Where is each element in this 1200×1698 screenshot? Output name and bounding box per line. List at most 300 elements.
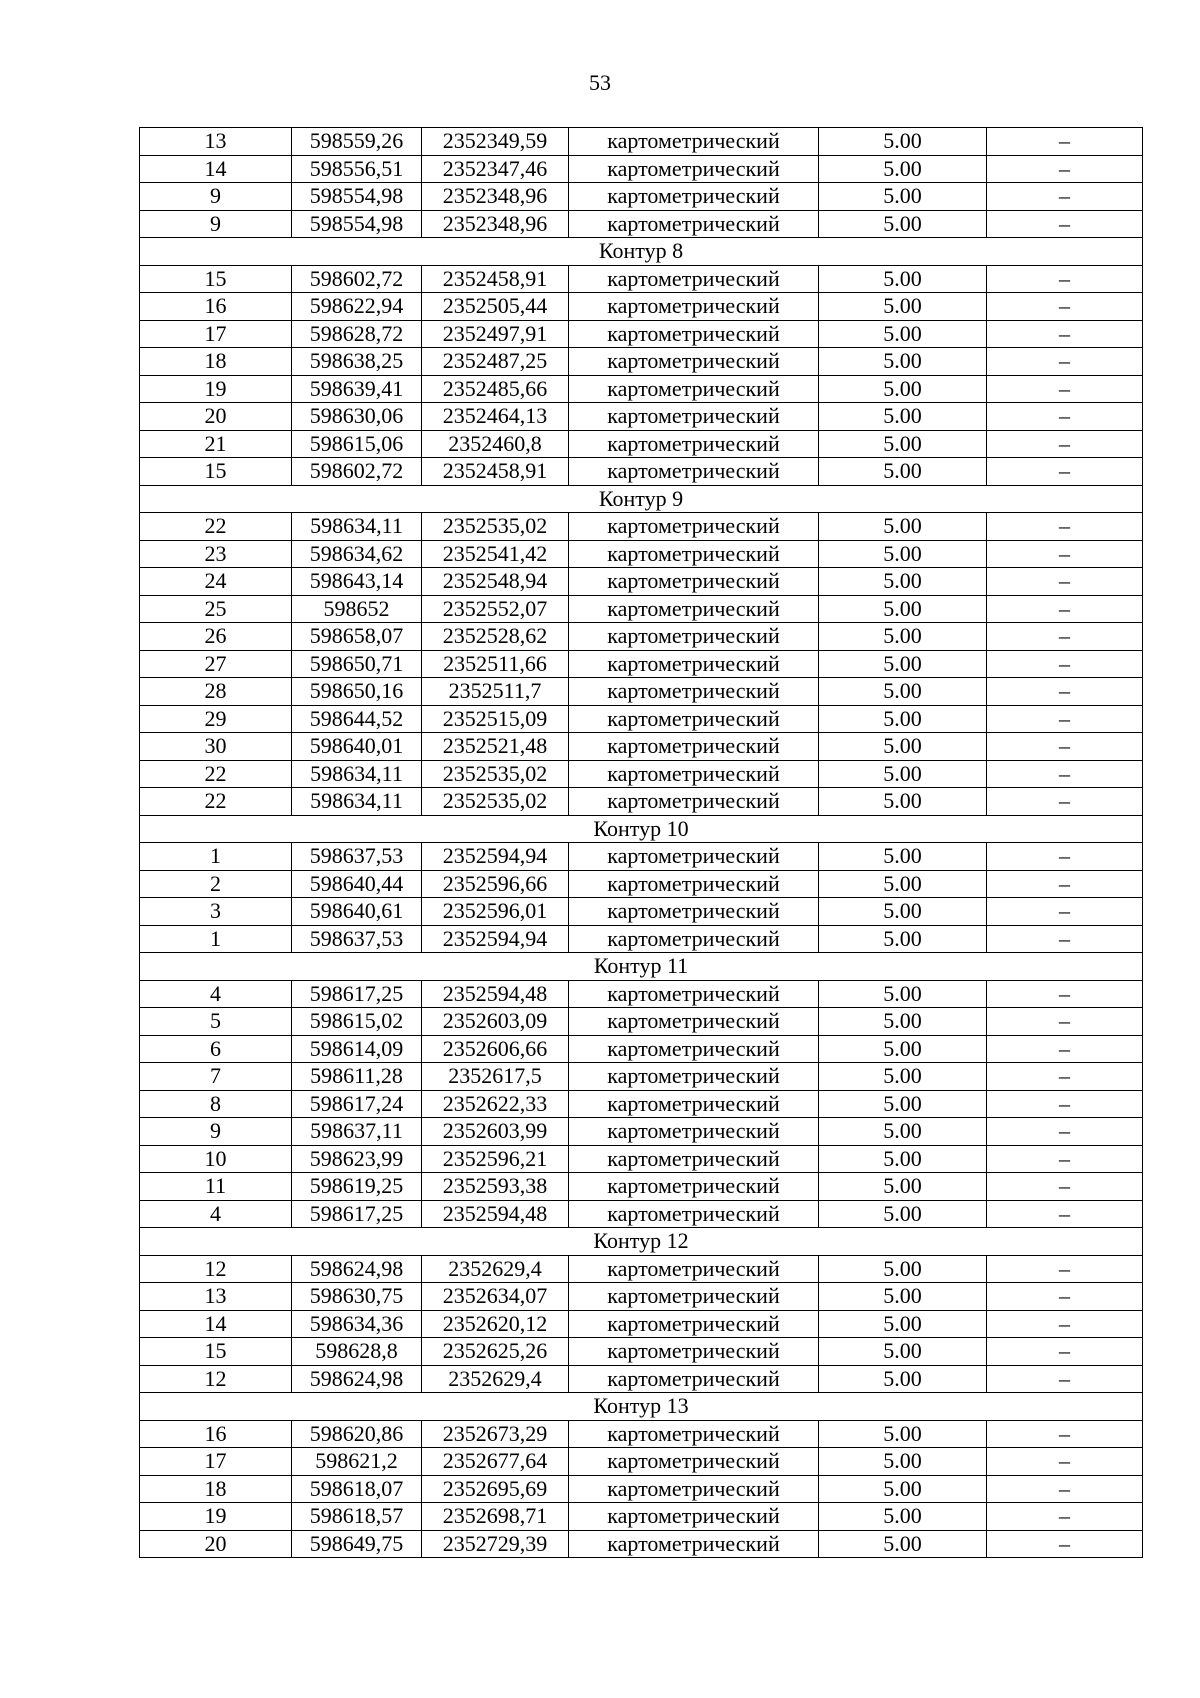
- accuracy-cell: 5.00: [819, 1200, 987, 1228]
- x-coordinate-cell: 598611,28: [292, 1063, 422, 1091]
- note-cell: –: [987, 128, 1143, 156]
- note-cell: –: [987, 678, 1143, 706]
- point-number-cell: 14: [140, 155, 292, 183]
- method-cell: картометрический: [569, 623, 819, 651]
- accuracy-cell: 5.00: [819, 265, 987, 293]
- note-cell: –: [987, 1008, 1143, 1036]
- contour-label: Контур 10: [140, 815, 1143, 843]
- note-cell: –: [987, 1063, 1143, 1091]
- note-cell: –: [987, 788, 1143, 816]
- x-coordinate-cell: 598644,52: [292, 705, 422, 733]
- y-coordinate-cell: 2352594,48: [422, 1200, 569, 1228]
- y-coordinate-cell: 2352347,46: [422, 155, 569, 183]
- note-cell: –: [987, 1365, 1143, 1393]
- note-cell: –: [987, 650, 1143, 678]
- y-coordinate-cell: 2352460,8: [422, 430, 569, 458]
- y-coordinate-cell: 2352634,07: [422, 1283, 569, 1311]
- point-number-cell: 28: [140, 678, 292, 706]
- method-cell: картометрический: [569, 925, 819, 953]
- point-number-cell: 20: [140, 403, 292, 431]
- accuracy-cell: 5.00: [819, 320, 987, 348]
- note-cell: –: [987, 925, 1143, 953]
- note-cell: –: [987, 1310, 1143, 1338]
- y-coordinate-cell: 2352548,94: [422, 568, 569, 596]
- x-coordinate-cell: 598614,09: [292, 1035, 422, 1063]
- table-row: [140, 788, 1143, 816]
- y-coordinate-cell: 2352535,02: [422, 760, 569, 788]
- accuracy-cell: 5.00: [819, 1338, 987, 1366]
- x-coordinate-cell: 598559,26: [292, 128, 422, 156]
- note-cell: –: [987, 1173, 1143, 1201]
- method-cell: картометрический: [569, 1310, 819, 1338]
- table-row: [140, 623, 1143, 651]
- method-cell: картометрический: [569, 513, 819, 541]
- table-row: [140, 540, 1143, 568]
- accuracy-cell: 5.00: [819, 1503, 987, 1531]
- table-row: [140, 1448, 1143, 1476]
- point-number-cell: 22: [140, 760, 292, 788]
- note-cell: –: [987, 1283, 1143, 1311]
- table-row: [140, 430, 1143, 458]
- method-cell: картометрический: [569, 210, 819, 238]
- point-number-cell: 15: [140, 1338, 292, 1366]
- point-number-cell: 6: [140, 1035, 292, 1063]
- x-coordinate-cell: 598650,16: [292, 678, 422, 706]
- coordinates-table-body: [140, 128, 1143, 1558]
- point-number-cell: 22: [140, 513, 292, 541]
- y-coordinate-cell: 2352464,13: [422, 403, 569, 431]
- contour-label: Контур 13: [140, 1393, 1143, 1421]
- point-number-cell: 15: [140, 265, 292, 293]
- table-row: [140, 513, 1143, 541]
- y-coordinate-cell: 2352729,39: [422, 1530, 569, 1558]
- note-cell: –: [987, 1145, 1143, 1173]
- method-cell: картометрический: [569, 788, 819, 816]
- accuracy-cell: 5.00: [819, 430, 987, 458]
- y-coordinate-cell: 2352535,02: [422, 513, 569, 541]
- table-row: [140, 210, 1143, 238]
- point-number-cell: 18: [140, 1475, 292, 1503]
- point-number-cell: 17: [140, 320, 292, 348]
- point-number-cell: 1: [140, 925, 292, 953]
- table-row: [140, 1173, 1143, 1201]
- x-coordinate-cell: 598619,25: [292, 1173, 422, 1201]
- point-number-cell: 9: [140, 210, 292, 238]
- method-cell: картометрический: [569, 128, 819, 156]
- y-coordinate-cell: 2352594,94: [422, 843, 569, 871]
- table-row: [140, 265, 1143, 293]
- x-coordinate-cell: 598638,25: [292, 348, 422, 376]
- method-cell: картометрический: [569, 1283, 819, 1311]
- point-number-cell: 29: [140, 705, 292, 733]
- x-coordinate-cell: 598643,14: [292, 568, 422, 596]
- contour-label: Контур 12: [140, 1228, 1143, 1256]
- accuracy-cell: 5.00: [819, 1063, 987, 1091]
- method-cell: картометрический: [569, 1008, 819, 1036]
- accuracy-cell: 5.00: [819, 403, 987, 431]
- point-number-cell: 16: [140, 293, 292, 321]
- contour-label: Контур 9: [140, 485, 1143, 513]
- accuracy-cell: 5.00: [819, 595, 987, 623]
- method-cell: картометрический: [569, 348, 819, 376]
- x-coordinate-cell: 598620,86: [292, 1420, 422, 1448]
- note-cell: –: [987, 623, 1143, 651]
- accuracy-cell: 5.00: [819, 1310, 987, 1338]
- table-row: [140, 1338, 1143, 1366]
- accuracy-cell: 5.00: [819, 1118, 987, 1146]
- accuracy-cell: 5.00: [819, 898, 987, 926]
- contour-header-row: [140, 953, 1143, 981]
- accuracy-cell: 5.00: [819, 1035, 987, 1063]
- point-number-cell: 5: [140, 1008, 292, 1036]
- accuracy-cell: 5.00: [819, 458, 987, 486]
- table-row: [140, 843, 1143, 871]
- x-coordinate-cell: 598602,72: [292, 458, 422, 486]
- x-coordinate-cell: 598630,75: [292, 1283, 422, 1311]
- note-cell: –: [987, 595, 1143, 623]
- y-coordinate-cell: 2352620,12: [422, 1310, 569, 1338]
- accuracy-cell: 5.00: [819, 513, 987, 541]
- point-number-cell: 21: [140, 430, 292, 458]
- table-row: [140, 128, 1143, 156]
- method-cell: картометрический: [569, 760, 819, 788]
- table-row: [140, 183, 1143, 211]
- accuracy-cell: 5.00: [819, 1173, 987, 1201]
- y-coordinate-cell: 2352603,99: [422, 1118, 569, 1146]
- x-coordinate-cell: 598615,06: [292, 430, 422, 458]
- note-cell: –: [987, 348, 1143, 376]
- table-row: [140, 1530, 1143, 1558]
- table-row: [140, 925, 1143, 953]
- point-number-cell: 13: [140, 1283, 292, 1311]
- point-number-cell: 1: [140, 843, 292, 871]
- note-cell: –: [987, 265, 1143, 293]
- note-cell: –: [987, 293, 1143, 321]
- point-number-cell: 12: [140, 1365, 292, 1393]
- accuracy-cell: 5.00: [819, 1530, 987, 1558]
- note-cell: –: [987, 320, 1143, 348]
- table-row: [140, 595, 1143, 623]
- y-coordinate-cell: 2352348,96: [422, 210, 569, 238]
- note-cell: –: [987, 183, 1143, 211]
- y-coordinate-cell: 2352695,69: [422, 1475, 569, 1503]
- method-cell: картометрический: [569, 293, 819, 321]
- contour-label: Контур 11: [140, 953, 1143, 981]
- point-number-cell: 9: [140, 1118, 292, 1146]
- point-number-cell: 11: [140, 1173, 292, 1201]
- table-row: [140, 568, 1143, 596]
- table-row: [140, 898, 1143, 926]
- y-coordinate-cell: 2352594,94: [422, 925, 569, 953]
- x-coordinate-cell: 598617,25: [292, 1200, 422, 1228]
- y-coordinate-cell: 2352629,4: [422, 1365, 569, 1393]
- note-cell: –: [987, 1200, 1143, 1228]
- y-coordinate-cell: 2352511,7: [422, 678, 569, 706]
- note-cell: –: [987, 1090, 1143, 1118]
- x-coordinate-cell: 598622,94: [292, 293, 422, 321]
- y-coordinate-cell: 2352521,48: [422, 733, 569, 761]
- y-coordinate-cell: 2352625,26: [422, 1338, 569, 1366]
- method-cell: картометрический: [569, 430, 819, 458]
- method-cell: картометрический: [569, 1475, 819, 1503]
- x-coordinate-cell: 598640,01: [292, 733, 422, 761]
- note-cell: –: [987, 1118, 1143, 1146]
- accuracy-cell: 5.00: [819, 540, 987, 568]
- y-coordinate-cell: 2352596,01: [422, 898, 569, 926]
- method-cell: картометрический: [569, 595, 819, 623]
- accuracy-cell: 5.00: [819, 1420, 987, 1448]
- method-cell: картометрический: [569, 678, 819, 706]
- accuracy-cell: 5.00: [819, 1448, 987, 1476]
- y-coordinate-cell: 2352606,66: [422, 1035, 569, 1063]
- y-coordinate-cell: 2352596,21: [422, 1145, 569, 1173]
- note-cell: –: [987, 898, 1143, 926]
- x-coordinate-cell: 598556,51: [292, 155, 422, 183]
- note-cell: –: [987, 1448, 1143, 1476]
- accuracy-cell: 5.00: [819, 870, 987, 898]
- point-number-cell: 19: [140, 1503, 292, 1531]
- y-coordinate-cell: 2352594,48: [422, 980, 569, 1008]
- table-row: [140, 1283, 1143, 1311]
- accuracy-cell: 5.00: [819, 925, 987, 953]
- note-cell: –: [987, 1475, 1143, 1503]
- method-cell: картометрический: [569, 1448, 819, 1476]
- table-row: [140, 980, 1143, 1008]
- table-row: [140, 650, 1143, 678]
- point-number-cell: 10: [140, 1145, 292, 1173]
- accuracy-cell: 5.00: [819, 733, 987, 761]
- note-cell: –: [987, 155, 1143, 183]
- table-row: [140, 1310, 1143, 1338]
- point-number-cell: 17: [140, 1448, 292, 1476]
- x-coordinate-cell: 598554,98: [292, 210, 422, 238]
- y-coordinate-cell: 2352535,02: [422, 788, 569, 816]
- x-coordinate-cell: 598640,61: [292, 898, 422, 926]
- accuracy-cell: 5.00: [819, 1475, 987, 1503]
- accuracy-cell: 5.00: [819, 375, 987, 403]
- accuracy-cell: 5.00: [819, 1365, 987, 1393]
- note-cell: –: [987, 1503, 1143, 1531]
- y-coordinate-cell: 2352505,44: [422, 293, 569, 321]
- method-cell: картометрический: [569, 458, 819, 486]
- x-coordinate-cell: 598652: [292, 595, 422, 623]
- x-coordinate-cell: 598634,62: [292, 540, 422, 568]
- note-cell: –: [987, 1035, 1143, 1063]
- y-coordinate-cell: 2352617,5: [422, 1063, 569, 1091]
- x-coordinate-cell: 598637,53: [292, 843, 422, 871]
- table-row: [140, 458, 1143, 486]
- note-cell: –: [987, 1420, 1143, 1448]
- accuracy-cell: 5.00: [819, 1145, 987, 1173]
- y-coordinate-cell: 2352629,4: [422, 1255, 569, 1283]
- x-coordinate-cell: 598658,07: [292, 623, 422, 651]
- note-cell: –: [987, 540, 1143, 568]
- accuracy-cell: 5.00: [819, 705, 987, 733]
- accuracy-cell: 5.00: [819, 1008, 987, 1036]
- point-number-cell: 13: [140, 128, 292, 156]
- table-row: [140, 760, 1143, 788]
- y-coordinate-cell: 2352515,09: [422, 705, 569, 733]
- point-number-cell: 3: [140, 898, 292, 926]
- y-coordinate-cell: 2352485,66: [422, 375, 569, 403]
- y-coordinate-cell: 2352603,09: [422, 1008, 569, 1036]
- y-coordinate-cell: 2352541,42: [422, 540, 569, 568]
- x-coordinate-cell: 598634,36: [292, 1310, 422, 1338]
- note-cell: –: [987, 980, 1143, 1008]
- note-cell: –: [987, 375, 1143, 403]
- table-row: [140, 1145, 1143, 1173]
- method-cell: картометрический: [569, 1338, 819, 1366]
- accuracy-cell: 5.00: [819, 293, 987, 321]
- accuracy-cell: 5.00: [819, 1283, 987, 1311]
- x-coordinate-cell: 598618,57: [292, 1503, 422, 1531]
- x-coordinate-cell: 598623,99: [292, 1145, 422, 1173]
- y-coordinate-cell: 2352528,62: [422, 623, 569, 651]
- point-number-cell: 12: [140, 1255, 292, 1283]
- method-cell: картометрический: [569, 1063, 819, 1091]
- point-number-cell: 14: [140, 1310, 292, 1338]
- y-coordinate-cell: 2352487,25: [422, 348, 569, 376]
- accuracy-cell: 5.00: [819, 650, 987, 678]
- method-cell: картометрический: [569, 1365, 819, 1393]
- point-number-cell: 8: [140, 1090, 292, 1118]
- method-cell: картометрический: [569, 980, 819, 1008]
- point-number-cell: 4: [140, 1200, 292, 1228]
- method-cell: картометрический: [569, 568, 819, 596]
- y-coordinate-cell: 2352673,29: [422, 1420, 569, 1448]
- contour-header-row: [140, 815, 1143, 843]
- table-row: [140, 733, 1143, 761]
- y-coordinate-cell: 2352458,91: [422, 265, 569, 293]
- method-cell: картометрический: [569, 1145, 819, 1173]
- x-coordinate-cell: 598630,06: [292, 403, 422, 431]
- method-cell: картометрический: [569, 403, 819, 431]
- accuracy-cell: 5.00: [819, 843, 987, 871]
- point-number-cell: 15: [140, 458, 292, 486]
- point-number-cell: 2: [140, 870, 292, 898]
- method-cell: картометрический: [569, 898, 819, 926]
- y-coordinate-cell: 2352622,33: [422, 1090, 569, 1118]
- x-coordinate-cell: 598637,11: [292, 1118, 422, 1146]
- method-cell: картометрический: [569, 540, 819, 568]
- accuracy-cell: 5.00: [819, 183, 987, 211]
- table-row: [140, 1255, 1143, 1283]
- note-cell: –: [987, 1255, 1143, 1283]
- x-coordinate-cell: 598634,11: [292, 760, 422, 788]
- note-cell: –: [987, 733, 1143, 761]
- method-cell: картометрический: [569, 1255, 819, 1283]
- x-coordinate-cell: 598650,71: [292, 650, 422, 678]
- method-cell: картометрический: [569, 733, 819, 761]
- point-number-cell: 16: [140, 1420, 292, 1448]
- x-coordinate-cell: 598624,98: [292, 1255, 422, 1283]
- contour-header-row: [140, 238, 1143, 266]
- accuracy-cell: 5.00: [819, 155, 987, 183]
- note-cell: –: [987, 403, 1143, 431]
- x-coordinate-cell: 598624,98: [292, 1365, 422, 1393]
- table-row: [140, 293, 1143, 321]
- accuracy-cell: 5.00: [819, 980, 987, 1008]
- x-coordinate-cell: 598554,98: [292, 183, 422, 211]
- table-row: [140, 403, 1143, 431]
- point-number-cell: 7: [140, 1063, 292, 1091]
- x-coordinate-cell: 598634,11: [292, 513, 422, 541]
- accuracy-cell: 5.00: [819, 210, 987, 238]
- y-coordinate-cell: 2352596,66: [422, 870, 569, 898]
- table-row: [140, 348, 1143, 376]
- method-cell: картометрический: [569, 155, 819, 183]
- table-row: [140, 1365, 1143, 1393]
- method-cell: картометрический: [569, 1118, 819, 1146]
- note-cell: –: [987, 870, 1143, 898]
- accuracy-cell: 5.00: [819, 1090, 987, 1118]
- x-coordinate-cell: 598628,8: [292, 1338, 422, 1366]
- table-row: [140, 1118, 1143, 1146]
- table-row: [140, 1503, 1143, 1531]
- note-cell: –: [987, 458, 1143, 486]
- x-coordinate-cell: 598617,24: [292, 1090, 422, 1118]
- method-cell: картометрический: [569, 183, 819, 211]
- point-number-cell: 20: [140, 1530, 292, 1558]
- note-cell: –: [987, 705, 1143, 733]
- point-number-cell: 22: [140, 788, 292, 816]
- table-row: [140, 870, 1143, 898]
- accuracy-cell: 5.00: [819, 678, 987, 706]
- method-cell: картометрический: [569, 843, 819, 871]
- accuracy-cell: 5.00: [819, 128, 987, 156]
- y-coordinate-cell: 2352593,38: [422, 1173, 569, 1201]
- method-cell: картометрический: [569, 1035, 819, 1063]
- x-coordinate-cell: 598615,02: [292, 1008, 422, 1036]
- accuracy-cell: 5.00: [819, 760, 987, 788]
- y-coordinate-cell: 2352677,64: [422, 1448, 569, 1476]
- x-coordinate-cell: 598618,07: [292, 1475, 422, 1503]
- coordinates-table: [139, 127, 1143, 1558]
- method-cell: картометрический: [569, 870, 819, 898]
- method-cell: картометрический: [569, 1090, 819, 1118]
- contour-label: Контур 8: [140, 238, 1143, 266]
- y-coordinate-cell: 2352349,59: [422, 128, 569, 156]
- table-row: [140, 375, 1143, 403]
- point-number-cell: 30: [140, 733, 292, 761]
- accuracy-cell: 5.00: [819, 788, 987, 816]
- table-row: [140, 1063, 1143, 1091]
- table-row: [140, 1200, 1143, 1228]
- method-cell: картометрический: [569, 1530, 819, 1558]
- note-cell: –: [987, 513, 1143, 541]
- note-cell: –: [987, 1530, 1143, 1558]
- method-cell: картометрический: [569, 705, 819, 733]
- x-coordinate-cell: 598621,2: [292, 1448, 422, 1476]
- note-cell: –: [987, 843, 1143, 871]
- x-coordinate-cell: 598602,72: [292, 265, 422, 293]
- method-cell: картометрический: [569, 650, 819, 678]
- note-cell: –: [987, 430, 1143, 458]
- y-coordinate-cell: 2352348,96: [422, 183, 569, 211]
- y-coordinate-cell: 2352458,91: [422, 458, 569, 486]
- table-row: [140, 1420, 1143, 1448]
- table-row: [140, 678, 1143, 706]
- y-coordinate-cell: 2352698,71: [422, 1503, 569, 1531]
- note-cell: –: [987, 1338, 1143, 1366]
- point-number-cell: 18: [140, 348, 292, 376]
- contour-header-row: [140, 485, 1143, 513]
- method-cell: картометрический: [569, 1200, 819, 1228]
- point-number-cell: 24: [140, 568, 292, 596]
- point-number-cell: 19: [140, 375, 292, 403]
- x-coordinate-cell: 598617,25: [292, 980, 422, 1008]
- x-coordinate-cell: 598628,72: [292, 320, 422, 348]
